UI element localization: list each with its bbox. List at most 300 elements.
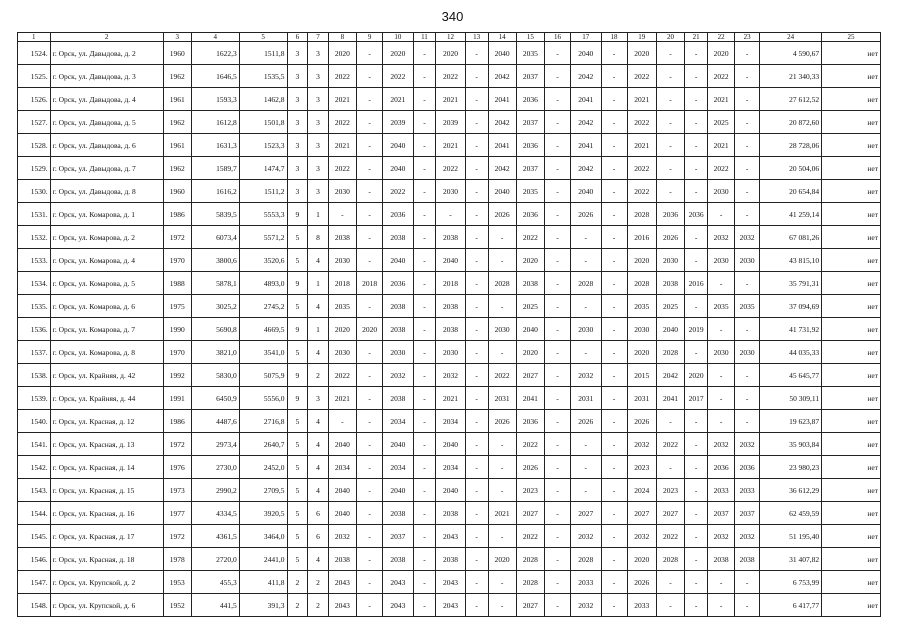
table-cell: 2022 [627,157,656,180]
table-cell: г. Орск, ул. Давыдова, д. 7 [50,157,163,180]
table-row [18,180,881,203]
table-cell: 2020 [328,42,356,65]
table-cell: - [601,433,627,456]
table-cell: - [735,157,760,180]
table-cell: 5 [287,410,308,433]
table-cell: - [707,594,734,617]
table-cell: - [465,456,488,479]
table-cell: - [488,479,516,502]
table-cell: 2040 [328,479,356,502]
table-cell: 21 340,33 [760,65,822,88]
table-cell: - [545,594,571,617]
table-cell: - [656,157,684,180]
table-cell: 4 [308,295,329,318]
table-cell: 2041 [516,387,544,410]
table-cell: 5 [287,433,308,456]
table-cell: 2022 [328,364,356,387]
table-cell: г. Орск, ул. Крайняя, д. 44 [50,387,163,410]
table-cell: - [545,571,571,594]
table-cell: 2 [308,364,329,387]
table-cell: 2040 [383,479,413,502]
table-cell: 3800,6 [191,249,239,272]
table-cell: г. Орск, ул. Крупской, д. 2 [50,571,163,594]
table-cell: г. Орск, ул. Комарова, д. 2 [50,226,163,249]
table-cell: 2026 [571,203,601,226]
table-cell: 2022 [656,525,684,548]
table-cell: 2040 [383,433,413,456]
table-cell: - [413,88,436,111]
table-cell: 2036 [516,410,544,433]
table-cell: 1524. [18,42,51,65]
table-cell: 1 [308,318,329,341]
table-cell: 2035 [627,295,656,318]
table-cell: 2 [308,571,329,594]
column-number: 11 [413,33,436,42]
table-cell: - [465,479,488,502]
table-cell: 35 903,84 [760,433,822,456]
table-cell: - [545,341,571,364]
table-cell: 2040 [436,249,465,272]
column-number: 7 [308,33,329,42]
table-cell: 41 731,92 [760,318,822,341]
table-cell: - [357,364,383,387]
table-cell: 2041 [488,134,516,157]
column-number: 6 [287,33,308,42]
column-number: 14 [488,33,516,42]
table-cell: 2036 [516,88,544,111]
table-cell: 3464,0 [239,525,287,548]
table-cell: 5075,9 [239,364,287,387]
table-cell: 4 [308,249,329,272]
table-cell: 2027 [627,502,656,525]
table-cell: нет [822,295,881,318]
table-cell: г. Орск, ул. Крайняя, д. 42 [50,364,163,387]
table-cell: 3 [308,134,329,157]
table-cell: 2030 [571,318,601,341]
table-cell: - [735,272,760,295]
table-cell: - [357,548,383,571]
table-cell: 2021 [328,387,356,410]
table-cell: 2036 [516,134,544,157]
table-cell: 1631,3 [191,134,239,157]
table-cell: - [357,341,383,364]
column-number: 16 [545,33,571,42]
table-cell: 2038 [328,548,356,571]
table-cell: - [685,249,708,272]
table-cell: 2720,0 [191,548,239,571]
table-cell: 2038 [436,295,465,318]
table-cell: 2026 [488,203,516,226]
table-cell: - [465,226,488,249]
table-cell: нет [822,318,881,341]
table-cell: 2036 [685,203,708,226]
table-cell: - [413,410,436,433]
table-cell: 2038 [707,548,734,571]
table-row [18,433,881,456]
table-cell: 2025 [707,111,734,134]
table-cell: - [436,203,465,226]
table-cell: 2038 [735,548,760,571]
table-cell: 2017 [685,387,708,410]
table-cell: 2018 [328,272,356,295]
table-cell: 6 417,77 [760,594,822,617]
table-cell: 2028 [656,341,684,364]
table-cell: - [601,272,627,295]
table-cell: нет [822,226,881,249]
table-cell: 8 [308,226,329,249]
table-cell: 2043 [436,525,465,548]
table-cell: нет [822,479,881,502]
table-cell: - [571,479,601,502]
table-row [18,318,881,341]
table-cell: 2037 [516,65,544,88]
table-cell: 5878,1 [191,272,239,295]
table-cell: 2023 [516,479,544,502]
table-cell: 31 407,82 [760,548,822,571]
table-cell: 2040 [488,180,516,203]
table-cell: 2042 [488,65,516,88]
table-cell: - [685,65,708,88]
table-cell: 1961 [163,134,191,157]
table-cell: 1536. [18,318,51,341]
table-cell: 2038 [383,387,413,410]
table-cell: 5553,3 [239,203,287,226]
table-cell: - [601,479,627,502]
table-cell: 27 612,52 [760,88,822,111]
table-cell: - [601,525,627,548]
table-cell: 2030 [328,341,356,364]
table-cell: 2042 [656,364,684,387]
table-cell: 4 [308,456,329,479]
table-cell: - [735,203,760,226]
table-cell: 1527. [18,111,51,134]
table-cell: 5556,0 [239,387,287,410]
table-cell: 3920,5 [239,502,287,525]
table-cell: - [413,203,436,226]
table-cell: 5 [287,341,308,364]
table-cell: 1528. [18,134,51,157]
table-cell: 37 094,69 [760,295,822,318]
table-cell: 2745,2 [239,295,287,318]
table-cell: - [545,295,571,318]
table-cell: 391,3 [239,594,287,617]
table-cell: - [601,180,627,203]
table-cell: 5 [287,479,308,502]
table-cell: 2028 [656,548,684,571]
table-cell: 2022 [707,65,734,88]
table-cell: - [685,180,708,203]
table-cell: 1960 [163,180,191,203]
table-cell: 1535. [18,295,51,318]
table-cell: - [545,134,571,157]
column-number: 15 [516,33,544,42]
table-cell: 4669,5 [239,318,287,341]
table-row [18,65,881,88]
table-cell: - [413,433,436,456]
table-cell: - [488,341,516,364]
table-cell: 1 [308,203,329,226]
table-cell: 1462,8 [239,88,287,111]
table-cell: нет [822,571,881,594]
table-cell: - [545,433,571,456]
table-cell: - [357,88,383,111]
table-cell: 2034 [328,456,356,479]
table-cell: 3821,0 [191,341,239,364]
table-cell: 2038 [516,272,544,295]
table-cell: 1988 [163,272,191,295]
table-cell: - [707,571,734,594]
table-cell: - [735,134,760,157]
table-cell: 441,5 [191,594,239,617]
table-cell: 4 [308,433,329,456]
table-cell: - [735,387,760,410]
table-cell: 2021 [627,88,656,111]
table-cell: 1646,5 [191,65,239,88]
table-row [18,525,881,548]
table-cell: 2038 [383,226,413,249]
table-cell: 2028 [627,203,656,226]
table-cell: 2020 [328,318,356,341]
table-cell: 1529. [18,157,51,180]
table-cell: - [656,571,684,594]
table-cell: 2043 [383,571,413,594]
table-cell: - [545,364,571,387]
column-number-row [18,33,881,42]
table-cell: 2032 [627,433,656,456]
table-cell: 2032 [571,525,601,548]
table-cell: - [656,594,684,617]
table-cell: г. Орск, ул. Крупской, д. 6 [50,594,163,617]
table-cell: - [545,410,571,433]
table-cell: 2028 [627,272,656,295]
table-cell: - [656,410,684,433]
table-row [18,88,881,111]
table-cell: 2 [308,594,329,617]
table-cell: 1540. [18,410,51,433]
table-cell: 2015 [627,364,656,387]
table-cell: 2030 [735,249,760,272]
table-cell: 1972 [163,226,191,249]
table-cell: 2452,0 [239,456,287,479]
table-cell: 5 [287,525,308,548]
table-cell: 3 [287,88,308,111]
table-cell: - [488,594,516,617]
table-cell: - [601,88,627,111]
table-cell: 2032 [707,433,734,456]
table-cell: - [413,111,436,134]
table-cell: 2041 [571,88,601,111]
table-cell: 2027 [571,502,601,525]
table-cell: нет [822,157,881,180]
table-cell: 2034 [436,456,465,479]
table-cell: - [465,134,488,157]
table-cell: - [413,295,436,318]
table-cell: г. Орск, ул. Давыдова, д. 8 [50,180,163,203]
table-cell: 2026 [488,410,516,433]
table-cell: нет [822,249,881,272]
table-cell: 2020 [707,42,734,65]
table-cell: - [735,410,760,433]
table-cell: - [465,318,488,341]
table-cell: 3 [308,42,329,65]
table-row [18,571,881,594]
table-cell: - [735,180,760,203]
table-cell: г. Орск, ул. Комарова, д. 7 [50,318,163,341]
table-cell: 411,8 [239,571,287,594]
table-cell: 2020 [685,364,708,387]
table-cell: - [488,226,516,249]
table-cell: 2022 [656,433,684,456]
table-cell: 2036 [516,203,544,226]
table-cell: - [357,410,383,433]
table-cell: - [707,272,734,295]
table-cell: 2030 [707,249,734,272]
table-cell: 2030 [656,249,684,272]
table-cell: 44 035,33 [760,341,822,364]
table-cell: 2026 [627,571,656,594]
column-number: 10 [383,33,413,42]
table-cell: 2041 [571,134,601,157]
table-cell: 2038 [328,226,356,249]
table-cell: 1546. [18,548,51,571]
table-cell: - [413,502,436,525]
table-cell: 2027 [656,502,684,525]
table-cell: 6 [308,525,329,548]
table-cell: - [735,364,760,387]
table-cell: 1970 [163,249,191,272]
table-cell: - [685,502,708,525]
table-cell: 2022 [627,180,656,203]
table-cell: - [685,571,708,594]
table-cell: 2040 [436,433,465,456]
table-cell: 2 [287,594,308,617]
table-cell: - [601,134,627,157]
table-cell: г. Орск, ул. Комарова, д. 8 [50,341,163,364]
table-cell: 2033 [735,479,760,502]
table-cell: 2022 [328,65,356,88]
table-cell: - [357,571,383,594]
table-cell: - [735,594,760,617]
table-cell: 5839,5 [191,203,239,226]
table-cell: г. Орск, ул. Комарова, д. 1 [50,203,163,226]
table-cell: - [465,272,488,295]
table-cell: - [357,295,383,318]
table-cell: 3025,2 [191,295,239,318]
column-number: 1 [18,33,51,42]
table-cell: 2018 [436,272,465,295]
column-number: 17 [571,33,601,42]
table-cell: - [465,364,488,387]
table-cell: - [656,134,684,157]
table-cell: г. Орск, ул. Давыдова, д. 4 [50,88,163,111]
table-cell: 2030 [383,341,413,364]
table-cell: 2032 [383,364,413,387]
table-cell: - [465,295,488,318]
table-cell: 1991 [163,387,191,410]
column-number: 9 [357,33,383,42]
table-cell: г. Орск, ул. Давыдова, д. 6 [50,134,163,157]
table-cell: 3 [308,111,329,134]
table-cell: 1612,8 [191,111,239,134]
table-row [18,295,881,318]
table-cell: - [656,456,684,479]
table-cell: 1962 [163,157,191,180]
table-cell: 2036 [656,203,684,226]
table-cell: 2020 [516,249,544,272]
table-cell: - [545,548,571,571]
table-cell: 5 [287,456,308,479]
table-cell: 2030 [328,249,356,272]
table-cell: 4 [308,479,329,502]
table-cell: 2022 [436,65,465,88]
table-cell: 2022 [383,180,413,203]
table-cell: - [601,318,627,341]
table-cell: - [735,318,760,341]
table-cell: 2032 [735,433,760,456]
table-cell: 5 [287,548,308,571]
table-cell: 2030 [735,341,760,364]
table-cell: 2032 [436,364,465,387]
table-cell: 2035 [516,42,544,65]
table-cell: 2018 [357,272,383,295]
table-cell: 2441,0 [239,548,287,571]
table-cell: нет [822,364,881,387]
column-number: 21 [685,33,708,42]
table-cell: нет [822,65,881,88]
table-cell: 2022 [627,65,656,88]
column-number: 8 [328,33,356,42]
table-cell: - [685,525,708,548]
table-cell: 43 815,10 [760,249,822,272]
table-cell: 2021 [436,134,465,157]
table-cell: 2030 [627,318,656,341]
table-cell: нет [822,111,881,134]
table-cell: - [357,111,383,134]
table-cell: 1972 [163,525,191,548]
table-cell: 1523,3 [239,134,287,157]
table-cell: - [357,203,383,226]
table-cell: 50 309,11 [760,387,822,410]
table-cell: - [601,548,627,571]
column-number: 20 [656,33,684,42]
table-cell: 1961 [163,88,191,111]
table-cell: 2040 [328,433,356,456]
table-cell: 1977 [163,502,191,525]
table-cell: 1962 [163,65,191,88]
table-cell: - [545,203,571,226]
table-row [18,341,881,364]
table-cell: - [735,65,760,88]
table-cell: 3 [287,134,308,157]
table-cell: 1544. [18,502,51,525]
table-cell: нет [822,410,881,433]
table-cell: 5 [287,502,308,525]
table-cell: нет [822,387,881,410]
column-number: 23 [735,33,760,42]
table-cell: 2025 [656,295,684,318]
table-cell: 2030 [436,341,465,364]
table-cell: 2037 [735,502,760,525]
table-cell: 9 [287,364,308,387]
table-cell: 1952 [163,594,191,617]
table-row [18,42,881,65]
table-cell: 1542. [18,456,51,479]
table-cell: 2036 [383,203,413,226]
table-cell: 9 [287,272,308,295]
table-cell: - [685,410,708,433]
table-cell: г. Орск, ул. Давыдова, д. 5 [50,111,163,134]
table-cell: 4 [308,341,329,364]
